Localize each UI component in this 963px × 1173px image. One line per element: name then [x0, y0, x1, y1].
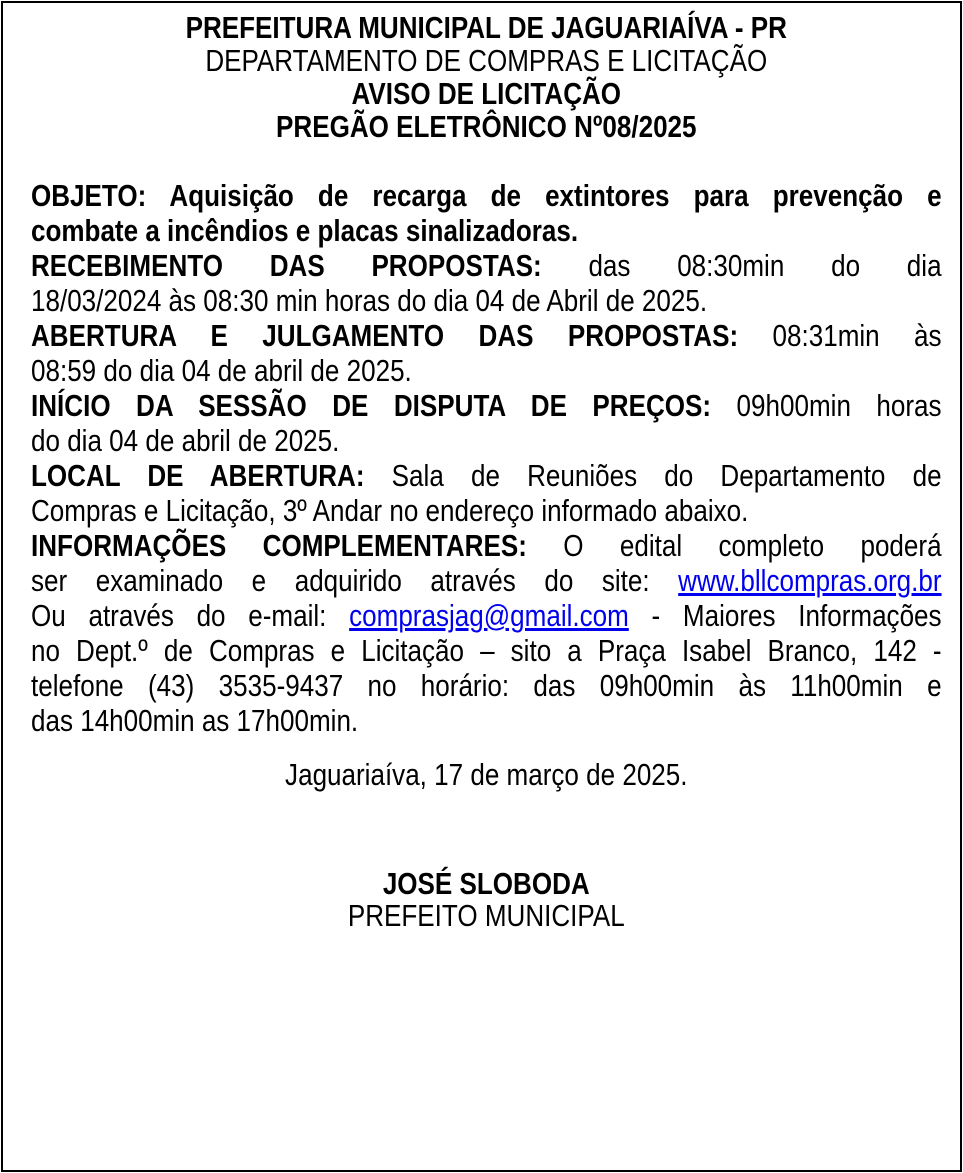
- text-segment: combate a incêndios e placas sinalizadoras.: [31, 213, 579, 248]
- date-line: Jaguariaíva, 17 de março de 2025.: [285, 757, 688, 792]
- header-line: PREGÃO ELETRÔNICO Nº08/2025: [276, 109, 697, 144]
- body-line: [31, 633, 942, 668]
- body-line: [31, 353, 942, 388]
- text-segment: RECEBIMENTO DAS PROPOSTAS:: [31, 248, 542, 283]
- body-line: [31, 563, 942, 598]
- text-segment: do dia 04 de abril de 2025.: [31, 423, 340, 458]
- text-segment: Compras e Licitação, 3º Andar no endereço informado abaixo.: [31, 493, 749, 528]
- email-link[interactable]: comprasjag@gmail.com: [349, 598, 629, 633]
- text-segment: ABERTURA E JULGAMENTO DAS PROPOSTAS:: [31, 318, 739, 353]
- text-segment: das 14h00min as 17h00min.: [31, 703, 359, 738]
- text-segment: INFORMAÇÕES COMPLEMENTARES:: [31, 528, 527, 563]
- text-segment: INÍCIO DA SESSÃO DE DISPUTA DE PREÇOS:: [31, 388, 712, 423]
- body-line: [31, 598, 942, 633]
- text-segment: LOCAL DE ABERTURA:: [31, 458, 365, 493]
- header-line: AVISO DE LICITAÇÃO: [351, 76, 622, 111]
- text-segment: O edital completo poderá: [526, 528, 942, 563]
- text-segment: Ou através do e-mail:: [31, 598, 350, 633]
- text-segment: 09h00min horas: [711, 388, 942, 423]
- body-line: [31, 458, 942, 493]
- site-link[interactable]: www.bllcompras.org.br: [678, 563, 942, 598]
- signatory-title: PREFEITO MUNICIPAL: [347, 898, 625, 933]
- text-segment: telefone (43) 3535-9437 no horário: das 09h00min às 11h00min e: [31, 668, 942, 703]
- text-segment: ser examinado e adquirido através do site:: [31, 563, 679, 598]
- signature-block: [31, 868, 942, 932]
- text-segment: no Dept.º de Compras e Licitação – sito a Praça Isabel Branco, 142 -: [31, 633, 942, 668]
- body-line: [31, 388, 942, 423]
- text-segment: 18/03/2024 às 08:30 min horas do dia 04 de Abril de 2025.: [31, 283, 708, 318]
- body-line: [31, 318, 942, 353]
- body-line: [31, 213, 942, 248]
- body-line: [31, 248, 942, 283]
- body-line: [31, 668, 942, 703]
- signatory-name: JOSÉ SLOBODA: [382, 866, 590, 901]
- document-page: [1, 1, 962, 1172]
- text-segment: - Maiores Informações: [628, 598, 942, 633]
- body-line: [31, 178, 942, 213]
- document-content: [31, 11, 942, 932]
- body-line: [31, 283, 942, 318]
- text-segment: das 08:30min do dia: [541, 248, 942, 283]
- text-segment: OBJETO: Aquisição de recarga de extintores para prevenção e: [31, 178, 942, 213]
- document-body: [31, 178, 942, 738]
- body-line: [31, 423, 942, 458]
- text-segment: Sala de Reuniões do Departamento de: [364, 458, 942, 493]
- header-line: PREFEITURA MUNICIPAL DE JAGUARIAÍVA - PR: [185, 10, 787, 45]
- document-header: [31, 11, 942, 143]
- text-segment: 08:31min às: [738, 318, 942, 353]
- body-line: [31, 528, 942, 563]
- body-line: [31, 703, 942, 738]
- text-segment: 08:59 do dia 04 de abril de 2025.: [31, 353, 412, 388]
- header-line: DEPARTAMENTO DE COMPRAS E LICITAÇÃO: [205, 43, 768, 78]
- body-line: [31, 493, 942, 528]
